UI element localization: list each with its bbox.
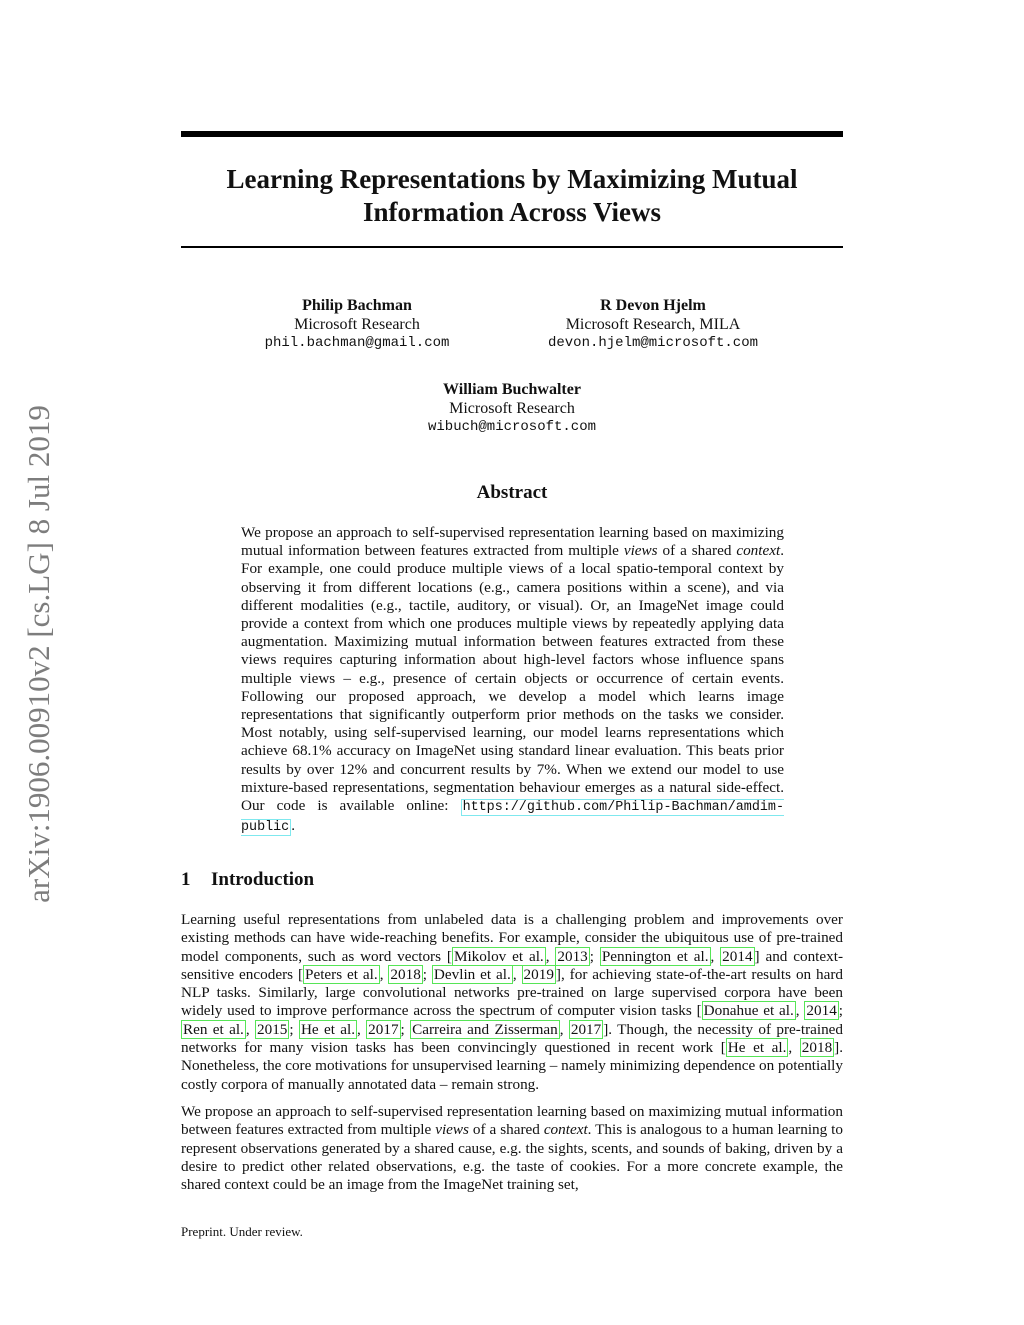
abstract-text: of a shared	[657, 542, 737, 560]
title-top-rule	[181, 131, 843, 137]
body-emphasis: views	[435, 1121, 469, 1139]
author-name: R Devon Hjelm	[600, 297, 706, 314]
author-affiliation: Microsoft Research	[294, 316, 420, 333]
author-affiliation: Microsoft Research, MILA	[565, 316, 741, 333]
citation-link[interactable]: 2019	[523, 965, 554, 983]
citation-link[interactable]: 2015	[257, 1020, 288, 1038]
body-text: ], for achieving state-of-the-art results on hard NLP tasks. Similarly, large convolutional networks pre-trained on large supervised corpora have been widely used to improve performance across the spectrum of computer vision tasks [	[181, 965, 844, 1020]
abstract-text: . For example, one could produce multiple views of a local spatio-temporal context by observing it from different locations (e.g., camera positions within a scene), and via different modalities (e.g., tactile, auditory, or visual). Or, an ImageNet image could provide a context from which one produces multiple views by repeatedly applying data augmentation. Maximizing mutual information between features extracted from these views requires capturing information about high-level factors whose influence spans multiple views – e.g., presence of certain objects or occurrence of certain events. Following our proposed approach, we develop a model which learns image representations that significantly outperform prior methods on the tasks we consider. Most notably, using self-supervised learning, our model learns representations which achieve 68.1% accuracy on ImageNet using standard linear evaluation. This beats prior results by over 12% and concurrent results by 7%. When we extend our model to use mixture-based representations, segmentation behaviour emerges as a natural side-effect. Our code is available online:	[241, 542, 784, 815]
abstract-body	[241, 524, 784, 837]
body-text: ,	[512, 965, 522, 983]
author-email[interactable]: wibuch@microsoft.com	[427, 419, 597, 435]
citation-link[interactable]: 2017	[368, 1020, 399, 1038]
abstract-text: .	[291, 817, 296, 835]
author-name: Philip Bachman	[302, 297, 412, 314]
body-text: ,	[379, 965, 389, 983]
body-text: ] and context-sensitive encoders [	[181, 947, 844, 983]
code-repository-link[interactable]: https://github.com/Philip-Bachman/amdim-public	[241, 800, 784, 836]
author-affiliation: Microsoft Research	[449, 400, 575, 417]
body-text: of a shared	[468, 1121, 544, 1139]
author-block-1	[207, 296, 507, 353]
body-text: Learning useful representations from unlabeled data is a challenging problem and improvements over existing methods can have wide-reaching benefits. For example, consider the ubiquitous use of pre-trained model components, such as word vectors [	[181, 911, 843, 965]
body-text: We propose an approach to self-supervised representation learning based on maximizing mutual information between features extracted from multiple	[181, 1103, 843, 1139]
citation-link[interactable]: 2014	[806, 1002, 837, 1020]
author-block-3	[362, 380, 662, 437]
citation-link[interactable]: He et al.	[727, 1039, 787, 1057]
title-bottom-rule	[181, 246, 843, 248]
paper-title: Learning Representations by Maximizing Mutual Information Across Views	[226, 164, 798, 227]
body-text: ,	[357, 1020, 367, 1038]
footer-note: Preprint. Under review.	[181, 1224, 303, 1239]
body-text: ]. Though, the necessity of pre-trained networks for many vision tasks has been convincingly questioned in recent work [	[181, 1020, 844, 1057]
intro-paragraph-2	[181, 1103, 843, 1194]
abstract-emphasis: context	[736, 542, 781, 560]
section-title: Introduction	[211, 869, 315, 890]
citation-link[interactable]: Pennington et al.	[601, 947, 709, 965]
abstract-text: We propose an approach to self-supervised representation learning based on maximizing mutual information between features extracted from multiple	[241, 524, 784, 560]
section-heading-introduction	[181, 869, 314, 891]
body-text: ;	[589, 947, 600, 965]
body-text: ;	[400, 1020, 411, 1038]
body-text: ,	[795, 1002, 805, 1020]
intro-paragraph-1	[181, 911, 843, 1094]
citation-link[interactable]: 2018	[390, 965, 421, 983]
body-text: ,	[788, 1039, 800, 1057]
abstract-heading: Abstract	[476, 482, 548, 503]
citation-link[interactable]: 2018	[801, 1039, 833, 1057]
section-number: 1	[181, 869, 191, 890]
citation-link[interactable]: Mikolov et al.	[453, 947, 544, 965]
body-text: ;	[422, 965, 432, 983]
body-emphasis: context	[543, 1121, 588, 1139]
body-text: ;	[838, 1002, 844, 1020]
author-email[interactable]: devon.hjelm@microsoft.com	[547, 335, 759, 351]
citation-link[interactable]: 2017	[570, 1020, 602, 1038]
body-text: ,	[710, 947, 721, 965]
citation-link[interactable]: Donahue et al.	[703, 1002, 794, 1020]
body-text: ,	[245, 1020, 255, 1038]
body-text: ;	[289, 1020, 299, 1038]
author-name: William Buchwalter	[443, 381, 581, 398]
body-text: ,	[559, 1020, 569, 1038]
citation-link[interactable]: Ren et al.	[183, 1020, 244, 1038]
body-text: . This is analogous to a human learning to represent observations generated by a shared cause, e.g. the sights, scents, and sounds of baking, driven by a desire to predict other related observations, e.g. the taste of cookies. For a more concrete example, the shared context could be an image from the ImageNet training set,	[181, 1121, 843, 1194]
citation-link[interactable]: Carreira and Zisserman	[412, 1020, 558, 1038]
author-email[interactable]: phil.bachman@gmail.com	[264, 335, 450, 351]
body-text: ,	[545, 947, 556, 965]
body-text: ]. Nonetheless, the core motivations for unsupervised learning – namely minimizing dependence on potentially costly corpora of manually annotated data – remain strong.	[181, 1039, 844, 1093]
citation-link[interactable]: Peters et al.	[305, 965, 378, 983]
citation-link[interactable]: He et al.	[300, 1020, 356, 1038]
author-block-2	[503, 296, 803, 353]
abstract-emphasis: views	[623, 542, 658, 560]
citation-link[interactable]: 2014	[722, 947, 753, 965]
citation-link[interactable]: Devlin et al.	[433, 965, 511, 983]
citation-link[interactable]: 2013	[557, 947, 588, 965]
arxiv-side-stamp: arXiv:1906.00910v2 [cs.LG] 8 Jul 2019	[21, 405, 56, 903]
